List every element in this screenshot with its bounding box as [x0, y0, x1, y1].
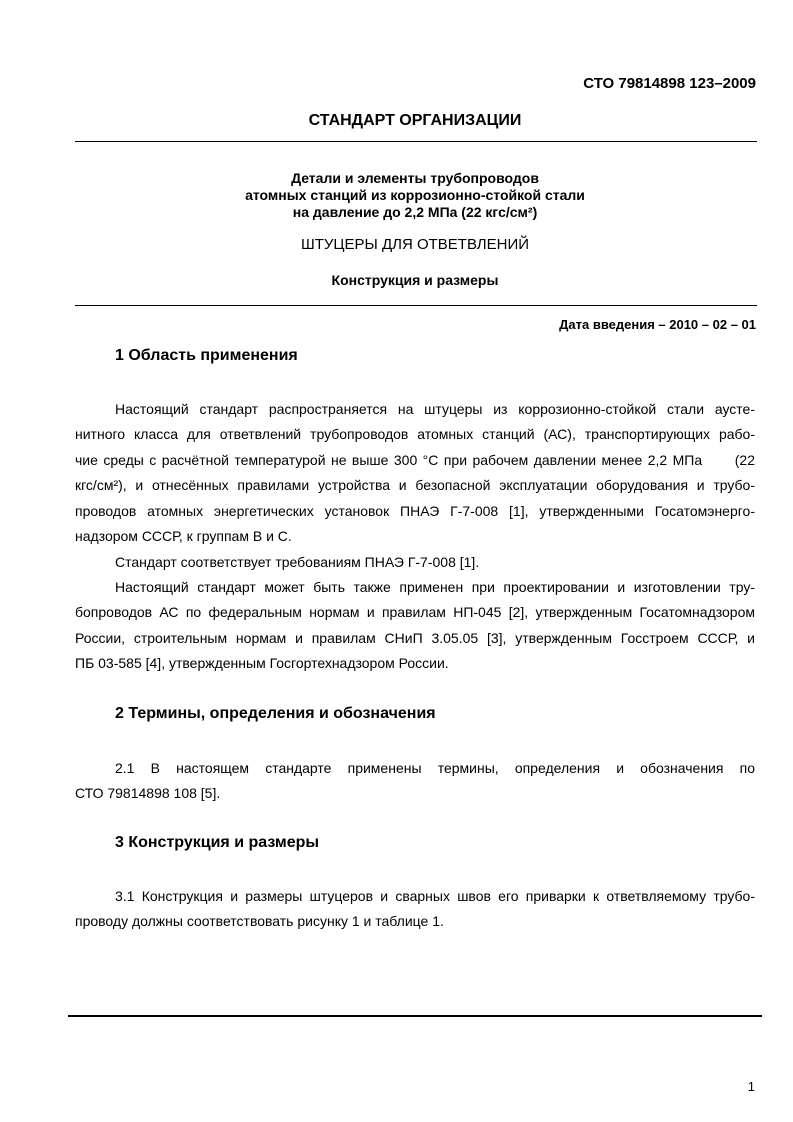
section-2-heading: 2 Термины, определения и обозначения — [115, 705, 436, 722]
title-line-1: Детали и элементы трубопроводов — [291, 170, 539, 186]
title-line-3: на давление до 2,2 МПа (22 кгс/см²) — [292, 204, 538, 220]
text-line: чие среды с расчётной температурой не выше 300 °С при рабочем давлении менее 2,2 МПа (22 — [75, 451, 755, 468]
section-1-paragraph-2 — [75, 550, 755, 575]
section-2-paragraph-1 — [75, 756, 755, 807]
text-line: Стандарт соответствует требованиям ПНАЭ Г-7-008 [1]. — [115, 554, 480, 570]
text-line: СТО 79814898 108 [5]. — [75, 785, 221, 802]
introduction-date: Дата введения – 2010 – 02 – 01 — [559, 317, 756, 332]
section-1-paragraph-3 — [75, 575, 755, 677]
section-3-paragraph-1 — [75, 884, 755, 935]
text-line: Настоящий стандарт может быть также применен при проектировании и изготовлении тру- — [115, 579, 755, 595]
subtitle: Конструкция и размеры — [331, 272, 499, 288]
text-line: Настоящий стандарт распространяется на штуцеры из коррозионно-стойкой стали аусте- — [115, 401, 755, 417]
text-line: проводов атомных энергетических установок ПНАЭ Г-7-008 [1], утвержденными Госатомэнерго- — [75, 502, 755, 519]
document-code: СТО 79814898 123–2009 — [583, 75, 756, 92]
text-line: 2.1 В настоящем стандарте применены термины, определения и обозначения по — [115, 760, 755, 776]
text-line: бопроводов АС по федеральным нормам и правилам НП-045 [2], утвержденным Госатомнадзором — [75, 604, 755, 621]
page-number: 1 — [747, 1079, 755, 1094]
section-1-paragraph-1 — [75, 397, 755, 549]
header-divider — [75, 141, 757, 142]
text-line: кгс/см²), и отнесённых правилами устройства и безопасной эксплуатации оборудования и трубо- — [75, 477, 755, 494]
text-line: 3.1 Конструкция и размеры штуцеров и сварных швов его приварки к ответвляемому трубо- — [115, 888, 755, 904]
section-1-heading: 1 Область применения — [115, 347, 298, 364]
section-3-heading: 3 Конструкция и размеры — [115, 834, 320, 851]
text-line: России, строительным нормам и правилам СНиП 3.05.05 [3], утвержденным Госстроем СССР, и — [75, 629, 755, 646]
text-line: ПБ 03-585 [4], утвержденным Госгортехнадзором России. — [75, 655, 449, 672]
text-line: надзором СССР, к группам В и С. — [75, 528, 292, 545]
org-standard-title: СТАНДАРТ ОРГАНИЗАЦИИ — [308, 112, 522, 129]
main-title: ШТУЦЕРЫ ДЛЯ ОТВЕТВЛЕНИЙ — [300, 236, 530, 253]
footer-divider — [68, 1015, 762, 1017]
text-line: проводу должны соответствовать рисунку 1 и таблице 1. — [75, 913, 444, 930]
title-block — [0, 170, 793, 221]
title-divider — [75, 305, 757, 306]
title-line-2: атомных станций из коррозионно-стойкой стали — [245, 187, 585, 203]
text-line: нитного класса для ответвлений трубопроводов атомных станций (АС), транспортирующих рабо- — [75, 426, 755, 443]
